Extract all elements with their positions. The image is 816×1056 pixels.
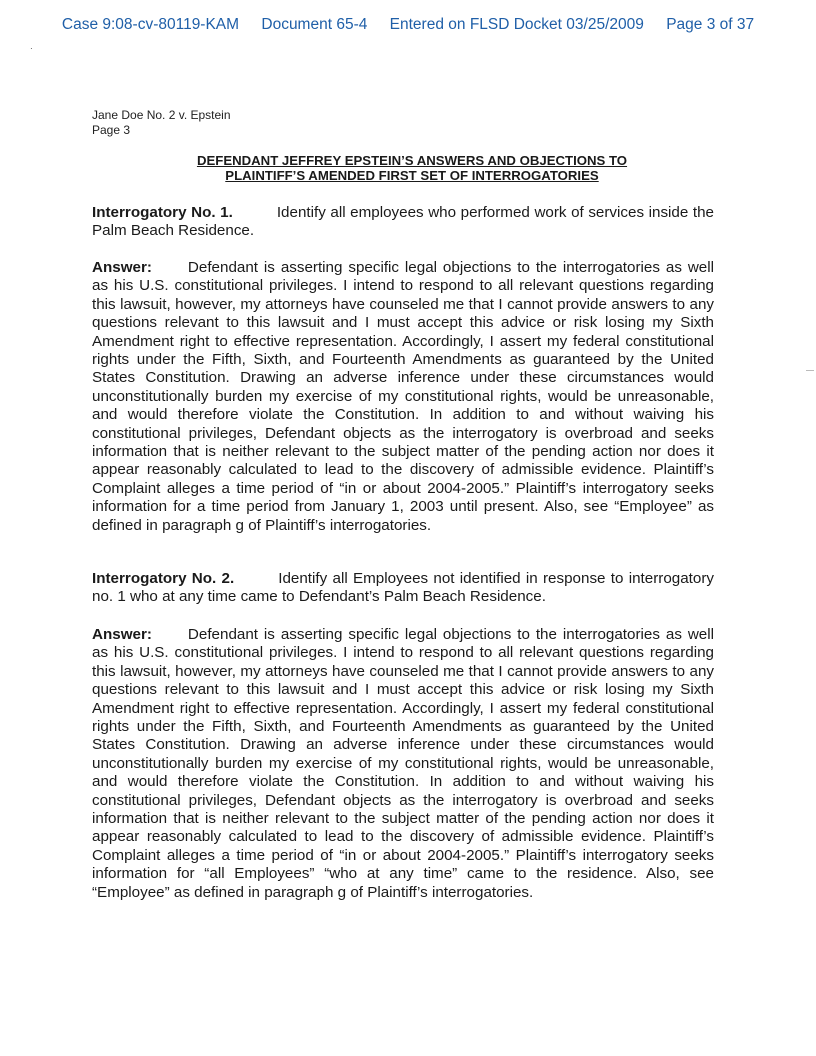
interrogatory-1-text: Identify all employees who performed work of services inside the Palm Beach Residence.: [92, 204, 715, 240]
answer-1: [92, 259, 714, 535]
document-number: Document 65-4: [261, 16, 368, 33]
document-title-line-1: DEFENDANT JEFFREY EPSTEIN’S ANSWERS AND OBJECTIONS TO: [196, 153, 628, 168]
scan-mark: ·: [30, 44, 33, 53]
answer-1-text: Defendant is asserting specific legal objections to the interrogatories as well as his U.S. constitutional privileges. I intend to respond to all relevant questions regarding this lawsuit, however, my attorneys have counseled me that I cannot provide answers to any questions relevant to this lawsuit and I must accept this advice or risk losing my Sixth Amendment right to effective representation. Accordingly, I assert my federal constitutional rights under the Fifth, Sixth, and Fourteenth Amendments as guaranteed by the United States Constitution. Drawing an adverse inference under these circumstances would unconstitutionally burden my exercise of my constitutional rights, would be unreasonable, and would therefore violate the Constitution. In addition to and without waiving his constitutional privileges, Defendant objects as the interrogatory is overbroad and seeks information that is neither relevant to the subject matter of the pending action nor does it appear reasonably calculated to lead to the discovery of admissible evidence. Plaintiff’s Complaint alleges a time period of “in or about 2004-2005.” Plaintiff’s interrogatory seeks information for a time period from January 1, 2003 until present. Also, see “Employee” as defined in paragraph g of Plaintiff’s interrogatories.: [92, 259, 714, 534]
case-caption-title: Jane Doe No. 2 v. Epstein: [92, 108, 231, 122]
document-title: [92, 153, 732, 183]
case-number: Case 9:08-cv-80119-KAM: [61, 16, 240, 33]
scan-margin-mark: [806, 370, 814, 371]
interrogatory-2-text: Identify all Employees not identified in response to interrogatory no. 1 who at any time came to Defendant’s Palm Beach Residence.: [92, 570, 714, 606]
docket-entry-date: Entered on FLSD Docket 03/25/2009: [389, 16, 644, 33]
ecf-docket-header: [0, 16, 816, 34]
answer-1-label: Answer:: [92, 259, 152, 276]
interrogatory-2-label: Interrogatory No. 2.: [92, 570, 235, 587]
case-caption: [92, 108, 231, 138]
interrogatory-2: [92, 570, 714, 607]
interrogatory-1: [92, 204, 714, 241]
case-caption-page: Page 3: [92, 123, 131, 137]
answer-2-label: Answer:: [92, 626, 152, 643]
page-indicator: Page 3 of 37: [666, 16, 755, 33]
answer-2: [92, 626, 714, 902]
answer-2-text: Defendant is asserting specific legal objections to the interrogatories as well as his U.S. constitutional privileges. I intend to respond to all relevant questions regarding this lawsuit, however, my attorneys have counseled me that I cannot provide answers to any questions relevant to this lawsuit and I must accept this advice or risk losing my Sixth Amendment right to effective representation. Accordingly, I assert my federal constitutional rights under the Fifth, Sixth, and Fourteenth Amendments as guaranteed by the United States Constitution. Drawing an adverse inference under these circumstances would unconstitutionally burden my exercise of my constitutional rights, would be unreasonable, and would therefore violate the Constitution. In addition to and without waiving his constitutional privileges, Defendant objects as the interrogatory is overbroad and seeks information that is neither relevant to the subject matter of the pending action nor does it appear reasonably calculated to lead to the discovery of admissible evidence. Plaintiff’s Complaint alleges a time period of “in or about 2004-2005.” Plaintiff’s interrogatory seeks information for “all Employees” “who at any time” came to the residence. Also, see “Employee” as defined in paragraph g of Plaintiff’s interrogatories.: [92, 626, 714, 901]
document-title-line-2: PLAINTIFF’S AMENDED FIRST SET OF INTERROGATORIES: [225, 168, 599, 183]
interrogatory-1-label: Interrogatory No. 1.: [92, 204, 233, 221]
